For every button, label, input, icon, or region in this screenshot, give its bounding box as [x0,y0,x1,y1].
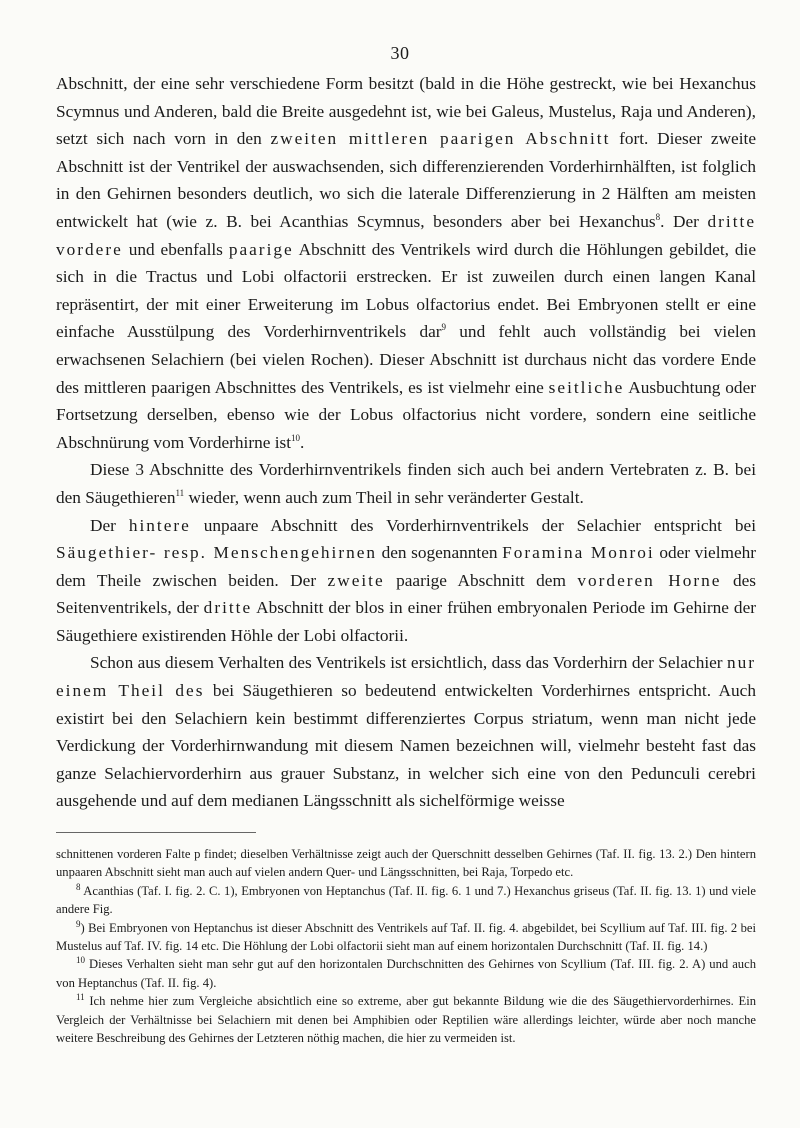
footnote-text: Ich nehme hier zum Vergleiche absichtlich eine so extreme, aber gut bekannte Bildung wie die des Säugethiervorderhirnes. Ein Vergleich der Verhältnisse bei Selachiern mit denen bei Amphibien oder Reptilien wäre allerdings leichter, würde aber noch manche weitere Beschreibung des Gehirnes der Letzteren nöthig machen, die hier zu vermeiden ist. [56,994,756,1046]
footnote [56,992,756,1047]
footnote-ref: 8 [655,212,661,223]
spaced-emphasis: Säugethier- resp. Menschengehirnen [56,543,378,563]
spaced-emphasis: Foramina Monroi [502,543,655,563]
footnote [56,955,756,992]
footnote [56,845,756,882]
footnote-text: Dieses Verhalten sieht man sehr gut auf den horizontalen Durchschnitten des Gehirnes von Scyllium (Taf. III. fig. 2. A) und auch von Heptanchus (Taf. II. fig. 4). [56,957,756,990]
text-run: den sogenannten [377,543,503,563]
spaced-emphasis: vorderen Horne [577,570,722,590]
text-run: bei Säugethieren so bedeutend entwickelten Vorderhirnes entspricht. Auch existirt bei den Selachiern kein bestimmt differenziertes Corpus striatum, wenn man nicht jede Verdickung der Vorderhirnwandung mit diesem Namen bezeichnen will, vielmehr besteht fast das ganze Selachiervorderhirn aus grauer Substanz, in welcher sich eine von den Pedunculi cerebri ausgehende und auf dem medianen Längsschnitt als sichelförmige weisse [56,681,756,811]
spaced-emphasis: zweiten mittleren paarigen Abschnitt [270,129,611,149]
footnote-number: 8 [76,881,81,892]
text-run: oder vielmehr dem Theile zwischen beiden. Der [56,543,757,590]
spaced-emphasis: seitliche [548,377,625,397]
body-paragraph [56,456,756,511]
footnote-text: ) Bei Embryonen von Heptanchus ist dieser Abschnitt des Ventrikels auf Taf. II. fig. 4. abgebildet, bei Scyllium auf Taf. III. fig. 2 bei Mustelus auf Taf. IV. fig. 14 etc. Die Höhlung der Lobi olfactorii sieht man auf einem horizontalen Durchschnitt (Taf. II. fig. 14.) [56,920,756,954]
page-number: 30 [390,43,410,63]
footnote-number: 10 [76,955,85,966]
text-run: paarige Abschnitt dem [384,570,578,590]
text-run: Abschnitt des Ventrikels wird durch die Höhlungen gebildet, die sich in die Tractus und Lobi olfactorii erstrecken. Er ist zuweilen durch einen langen Kanal repräsentirt, der mit einer Erweiterung im Lobus olfactorius endet. Bei Embryonen stellt er eine einfache Ausstülpung des Vorderhirnventrikels dar [56,239,756,342]
text-run: Schon aus diesem Verhalten des Ventrikels ist ersichtlich, dass das Vorderhirn der Selachier [90,653,727,673]
text-run: unpaare Abschnitt des Vorderhirnventrikels der Selachier entspricht bei [190,515,756,535]
footnote [56,882,756,919]
footnote-text: schnittenen vorderen Falte p findet; dieselben Verhältnisse zeigt auch der Querschnitt desselben Gehirnes (Taf. II. fig. 13. 2.) Den hintern unpaaren Abschnitt sieht man auch auf vielen andern Quer- und Längsschnitten, bei Raja, Torpedo etc. [56,847,756,880]
footnote-ref: 11 [175,488,185,499]
text-run: . [300,432,305,452]
text-run: des Seitenventrikels, der [56,570,756,618]
text-run: . Der [660,211,708,231]
body-text [56,70,756,815]
footnote-number: 9 [76,918,81,929]
text-run: Abschnitt der blos in einer frühen embryonalen Periode im Gehirne der Säugethiere existirenden Höhle der Lobi olfactorii. [56,598,756,645]
footnote-text: Acanthias (Taf. I. fig. 2. C. 1), Embryonen von Heptanchus (Taf. II. fig. 6. 1 und 7.) Hexanchus griseus (Taf. II. fig. 13. 1) und viele andere Fig. [56,883,756,917]
text-run: Der [90,515,129,535]
spaced-emphasis: dritte vordere [56,211,756,259]
footnote-ref: 10 [291,432,301,443]
body-paragraph [56,70,756,456]
footnote-number: 11 [76,992,85,1003]
footnote-separator [56,832,256,833]
footnote-ref: 9 [441,322,447,333]
body-paragraph [56,649,756,815]
text-run: und fehlt auch vollständig bei vielen erwachsenen Selachiern (bei vielen Rochen). Dieser Abschnitt ist durchaus nicht das vordere Ende des mittleren paarigen Abschnittes des Ventrikels, es ist vielmehr eine [56,322,756,397]
spaced-emphasis: nur einem Theil des [56,653,756,701]
text-run: wieder, wenn auch zum Theil in sehr veränderter Gestalt. [184,487,584,507]
text-run: Abschnitt, der eine sehr verschiedene Form besitzt (bald in die Höhe gestreckt, wie bei Hexanchus Scymnus und Anderen, bald die Breite ausgedehnt ist, wie bei Galeus, Mustelus, Raja und Anderen), setzt sich nach vorn in den [56,74,756,149]
body-paragraph [56,512,756,650]
text-run: Ausbuchtung oder Fortsetzung derselben, ebenso wie der Lobus olfactorius nicht vordere, sondern eine seitliche Abschnürung vom Vorderhirne ist [56,377,756,452]
spaced-emphasis: paarige [228,239,294,259]
text-run: und ebenfalls [122,239,229,259]
text-run: fort. Dieser zweite Abschnitt ist der Ventrikel der auswachsenden, sich differenzierenden Vorderhirnhälften, ist folglich in den Gehirnen besonders deutlich, wo sich die laterale Differenzierung in 2 Hälften am meisten entwickelt hat (wie z. B. bei Acanthias Scymnus, besonders aber bei Hexanchus [56,129,756,231]
text-run: Diese 3 Abschnitte des Vorderhirnventrikels finden sich auch bei andern Vertebraten z. B. bei den Säugethieren [56,460,756,507]
spaced-emphasis: zweite [327,570,385,590]
spaced-emphasis: hintere [128,515,191,535]
footnote [56,919,756,956]
footnotes [56,845,756,1047]
spaced-emphasis: dritte [203,598,253,618]
